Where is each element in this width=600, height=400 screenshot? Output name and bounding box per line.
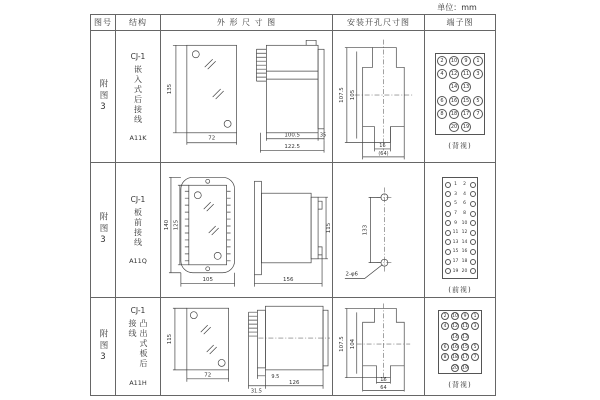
row2-structure-cell [116, 163, 161, 298]
terminal-row [445, 259, 476, 265]
terminal-pin: 19 [462, 124, 470, 131]
col-header-outline: 外 形 尺 寸 图 [161, 15, 333, 31]
terminal-pin: 17 [462, 355, 468, 361]
terminal-pin: 13 [462, 334, 468, 340]
terminal-row [451, 364, 469, 372]
terminal-number: 15 [452, 249, 459, 255]
structure-model: CJ-1 [130, 195, 146, 204]
terminal-block-rear [438, 310, 482, 374]
terminal-hole-icon [445, 259, 451, 265]
row2-outline-drawing [161, 165, 332, 296]
dim-label: 9.5 [271, 373, 280, 380]
terminal-pin: 18 [452, 355, 458, 361]
terminal-row [445, 191, 476, 197]
terminal-number: 17 [452, 259, 459, 265]
terminal-hole-icon [445, 211, 451, 217]
terminal-number: 12 [461, 230, 468, 236]
terminal-view-caption: (背视) [448, 142, 472, 150]
structure-code: A11H [129, 379, 147, 387]
dim-label: 31.5 [250, 388, 262, 394]
terminal-pin: 15 [462, 97, 470, 104]
row2-install-cell [333, 163, 425, 298]
spec-table [90, 14, 496, 396]
terminal-block-rear [435, 53, 485, 135]
terminal-pin: 16 [450, 97, 458, 104]
terminal-pin: 14 [450, 84, 458, 91]
dim-label: 125 [173, 219, 180, 230]
terminal-hole-icon [445, 191, 451, 197]
col-header-install: 安装开孔尺寸图 [333, 15, 425, 31]
terminal-row [437, 96, 483, 106]
terminal-pin: 7 [471, 353, 479, 361]
structure-code: A11K [129, 133, 147, 142]
terminal-hole-icon [445, 239, 451, 245]
structure-desc: 凸出式板后接线 [128, 319, 148, 369]
dim-label: 35 [319, 131, 327, 138]
terminal-hole-icon [470, 230, 476, 236]
row3-outline-lines [173, 306, 330, 389]
row3-install-drawing [333, 300, 424, 394]
terminal-number: 6 [463, 201, 466, 207]
terminal-row [437, 56, 483, 66]
terminal-number: 7 [454, 211, 457, 217]
terminal-pin: 20 [452, 365, 458, 371]
dim-label: 115 [326, 222, 332, 233]
dim-label: 104 [349, 338, 356, 349]
row2-terminal-cell [425, 163, 495, 298]
terminal-pin: 4 [441, 322, 449, 330]
row1-outline-lines [173, 40, 327, 152]
dim-label: 107.5 [338, 86, 345, 103]
dim-label: (64) [378, 150, 389, 157]
row1-outline-cell [161, 31, 333, 163]
terminal-pin: 14 [452, 334, 458, 340]
terminal-number: 1 [454, 182, 457, 188]
terminal-pin: 11 [462, 324, 468, 330]
terminal-hole-icon [470, 211, 476, 217]
row1-install-drawing [333, 33, 424, 161]
figure-number: 附图3 [98, 78, 108, 115]
dim-label: 72 [208, 135, 216, 142]
row1-figure-cell [91, 31, 116, 163]
terminal-hole-icon [470, 239, 476, 245]
terminal-row [449, 82, 471, 92]
terminal-hole-icon [470, 201, 476, 207]
dim-label: 105 [202, 276, 213, 283]
row3-install-cell [333, 298, 425, 395]
terminal-row [441, 343, 479, 351]
terminal-pin: 2 [437, 56, 447, 66]
terminal-row [445, 239, 476, 245]
terminal-row [445, 220, 476, 226]
terminal-number: 9 [454, 220, 457, 226]
dim-label: 105 [349, 89, 356, 100]
terminal-number: 13 [452, 239, 459, 245]
terminal-pin: 19 [462, 365, 468, 371]
row3-figure-cell [91, 298, 116, 395]
row3-outline-cell [161, 298, 333, 395]
structure-code: A11Q [129, 257, 147, 265]
terminal-pin: 8 [437, 109, 447, 119]
row3-structure-cell [116, 298, 161, 395]
dim-label: 72 [204, 371, 212, 378]
terminal-pin: 10 [452, 314, 458, 320]
terminal-pin: 10 [450, 57, 458, 64]
terminal-pin: 6 [437, 96, 447, 106]
unit-label: 单位：mm [437, 3, 477, 12]
terminal-hole-icon [445, 182, 451, 188]
col-header-figure: 图号 [91, 15, 116, 31]
terminal-number: 3 [454, 191, 457, 197]
row2-outline-cell [161, 163, 333, 298]
terminal-hole-icon [470, 249, 476, 255]
terminal-number: 11 [452, 230, 459, 236]
terminal-row [437, 69, 483, 79]
col-header-structure: 结构 [116, 15, 161, 31]
terminal-row [445, 230, 476, 236]
structure-desc: 嵌入式后接线 [133, 64, 143, 125]
structure-model: CJ-1 [130, 306, 146, 315]
terminal-row [445, 268, 476, 274]
figure-number: 附图3 [98, 212, 108, 248]
terminal-hole-icon [470, 191, 476, 197]
dim-label: 135 [166, 83, 173, 94]
terminal-pin: 11 [462, 70, 470, 77]
terminal-row [441, 322, 479, 330]
terminal-pin: 5 [471, 343, 479, 351]
terminal-row [445, 182, 476, 188]
terminal-hole-icon [470, 182, 476, 188]
col-header-terminal: 端子图 [425, 15, 495, 31]
terminal-row [449, 122, 471, 132]
terminal-number: 14 [461, 239, 468, 245]
terminal-number: 16 [461, 249, 468, 255]
terminal-pin: 12 [450, 70, 458, 77]
terminal-hole-icon [470, 259, 476, 265]
dim-label: 133 [362, 224, 369, 235]
terminal-hole-icon [445, 249, 451, 255]
terminal-number: 18 [461, 259, 468, 265]
terminal-pin: 15 [462, 345, 468, 351]
terminal-number: 8 [463, 211, 466, 217]
terminal-pin: 12 [452, 324, 458, 330]
terminal-pin: 1 [471, 312, 479, 320]
row1-terminal-cell [425, 31, 495, 163]
row1-outline-drawing [161, 33, 332, 161]
dim-label: 2-φ6 [345, 271, 359, 278]
terminal-number: 19 [452, 268, 459, 274]
dim-label: 16 [380, 376, 387, 383]
terminal-pin: 5 [473, 96, 483, 106]
structure-desc: 板前接线 [133, 208, 143, 248]
figure-number: 附图3 [98, 328, 108, 365]
row3-terminal-cell [425, 298, 495, 395]
terminal-number: 2 [463, 182, 466, 188]
terminal-hole-icon [445, 201, 451, 207]
dim-label: 156 [283, 276, 294, 283]
dim-label: 16 [379, 142, 386, 149]
terminal-row [441, 353, 479, 361]
terminal-block-front [442, 177, 478, 279]
terminal-view-caption: (背视) [448, 381, 472, 389]
terminal-pin: 9 [461, 312, 469, 320]
terminal-pin: 7 [473, 109, 483, 119]
dim-label: 100.5 [284, 131, 301, 138]
terminal-hole-icon [445, 268, 451, 274]
terminal-pin: 17 [462, 110, 470, 117]
dim-label: 126 [289, 379, 300, 386]
structure-model: CJ-1 [130, 51, 146, 61]
row1-structure-cell [116, 31, 161, 163]
terminal-pin: 13 [462, 84, 470, 91]
terminal-hole-icon [470, 220, 476, 226]
terminal-pin: 6 [441, 343, 449, 351]
terminal-pin: 16 [452, 345, 458, 351]
terminal-pin: 18 [450, 110, 458, 117]
terminal-pin: 2 [441, 312, 449, 320]
row3-outline-drawing [161, 300, 332, 394]
terminal-pin: 8 [441, 353, 449, 361]
terminal-row [437, 109, 483, 119]
dim-label: 107.5 [338, 335, 345, 352]
terminal-view-caption: (前视) [448, 286, 472, 294]
row2-figure-cell [91, 163, 116, 298]
dim-label: 122.5 [284, 143, 301, 150]
row2-outline-lines [169, 177, 328, 286]
dim-label: 140 [163, 219, 170, 230]
terminal-pin: 20 [450, 124, 458, 131]
terminal-number: 4 [463, 191, 466, 197]
terminal-pin: 4 [437, 69, 447, 79]
row2-install-drawing [333, 165, 424, 296]
terminal-number: 10 [461, 220, 468, 226]
terminal-number: 20 [461, 268, 468, 274]
dim-label: 115 [166, 333, 173, 344]
terminal-pin: 9 [461, 56, 471, 66]
terminal-hole-icon [470, 268, 476, 274]
terminal-hole-icon [445, 230, 451, 236]
terminal-row [445, 201, 476, 207]
terminal-pin: 3 [471, 322, 479, 330]
terminal-row [451, 333, 469, 341]
dim-label: 64 [380, 384, 387, 391]
terminal-pin: 3 [473, 69, 483, 79]
terminal-pin: 1 [473, 56, 483, 66]
terminal-hole-icon [445, 220, 451, 226]
terminal-row [441, 312, 479, 320]
row1-install-cell [333, 31, 425, 163]
terminal-row [445, 211, 476, 217]
terminal-row [445, 249, 476, 255]
terminal-number: 5 [454, 201, 457, 207]
